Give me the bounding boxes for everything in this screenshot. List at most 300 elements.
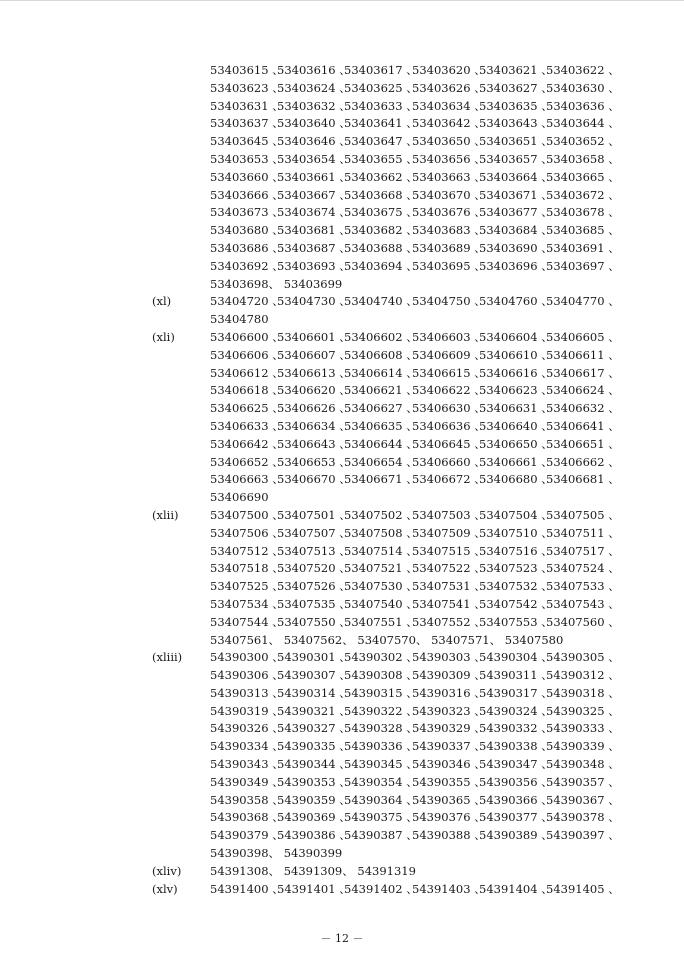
code-item: 53406606 、 — [210, 347, 284, 362]
code-item: 53406635 、 — [344, 418, 418, 433]
code-item: 53406642 、 — [210, 436, 284, 451]
code-item: 53403630 、 — [546, 80, 620, 95]
code-item: 53403687 、 — [277, 240, 351, 255]
code-item: 53406608 、 — [344, 347, 418, 362]
code-item: 53403651 、 — [479, 134, 553, 149]
code-row — [0, 151, 684, 169]
section-label: (xliv) — [152, 863, 182, 878]
code-item: 53403641 、 — [344, 116, 418, 131]
code-item: 54390349 、 — [210, 774, 284, 789]
code-item: 53403658 、 — [546, 151, 620, 166]
code-item: 54390300 、 — [210, 650, 284, 665]
code-item: 53403640 、 — [277, 116, 351, 131]
code-item: 53403635 、 — [479, 98, 553, 113]
code-item: 53406681 、 — [546, 472, 620, 487]
code-item: 54390348 、 — [546, 757, 620, 772]
code-item: 53406618 、 — [210, 383, 284, 398]
code-section — [0, 62, 684, 293]
code-item: 54390345 、 — [344, 757, 418, 772]
code-item: 54390301 、 — [277, 650, 351, 665]
code-item: 53407544 、 — [210, 614, 284, 629]
code-item: 53403660 、 — [210, 169, 284, 184]
code-row — [0, 293, 684, 311]
code-item: 53403620 、 — [412, 63, 486, 77]
code-section — [0, 863, 684, 881]
code-item: 53403667 、 — [277, 187, 351, 202]
code-section — [0, 293, 684, 329]
code-item: 53406630 、 — [412, 401, 486, 416]
code-row — [0, 471, 684, 489]
code-tail: 53403698、 53403699 — [210, 276, 343, 291]
code-item: 54391400 、 — [210, 881, 284, 896]
code-item: 53403674 、 — [277, 205, 351, 220]
code-item: 53406662 、 — [546, 454, 620, 469]
code-item: 54390333 、 — [546, 721, 620, 736]
code-item: 53407512 、 — [210, 543, 284, 558]
code-item: 53407532 、 — [479, 579, 553, 594]
code-item: 54390303 、 — [412, 650, 486, 665]
code-item: 53403678 、 — [546, 205, 620, 220]
section-label: (xlv) — [152, 881, 178, 896]
code-item: 53406633 、 — [210, 418, 284, 433]
code-row — [0, 204, 684, 222]
code-item: 53406609 、 — [412, 347, 486, 362]
code-item: 53407515 、 — [412, 543, 486, 558]
code-item: 54390325 、 — [546, 703, 620, 718]
code-item: 53403671 、 — [479, 187, 553, 202]
code-item: 54390369 、 — [277, 810, 351, 825]
code-list — [0, 62, 684, 898]
code-item: 54390302 、 — [344, 650, 418, 665]
code-row — [0, 703, 684, 721]
code-item: 54390314 、 — [277, 685, 351, 700]
code-item: 53407509 、 — [412, 525, 486, 540]
code-item: 53406670 、 — [277, 472, 351, 487]
code-item: 53403653 、 — [210, 151, 284, 166]
code-item: 53406612 、 — [210, 365, 284, 380]
code-tail: 53404780 — [210, 312, 269, 327]
code-row — [0, 329, 684, 347]
code-item: 53403642 、 — [412, 116, 486, 131]
code-item: 54390378 、 — [546, 810, 620, 825]
code-item: 53407542 、 — [479, 596, 553, 611]
code-item: 54390319 、 — [210, 703, 284, 718]
code-item: 53403661 、 — [277, 169, 351, 184]
code-item: 53403664 、 — [479, 169, 553, 184]
code-row — [0, 382, 684, 400]
code-item: 54390353 、 — [277, 774, 351, 789]
code-item: 53403616 、 — [277, 63, 351, 77]
code-item: 53406605 、 — [546, 329, 620, 344]
code-item: 54390344 、 — [277, 757, 351, 772]
code-row — [0, 418, 684, 436]
section-label: (xl) — [152, 294, 172, 309]
code-item: 53406640 、 — [479, 418, 553, 433]
code-item: 53406641 、 — [546, 418, 620, 433]
code-row — [0, 827, 684, 845]
code-item: 54390337 、 — [412, 739, 486, 754]
code-item: 53406622 、 — [412, 383, 486, 398]
code-item: 53407507 、 — [277, 525, 351, 540]
code-section — [0, 881, 684, 899]
code-item: 53406625 、 — [210, 401, 284, 416]
code-item: 54390339 、 — [546, 739, 620, 754]
code-item: 53404750 、 — [412, 294, 486, 309]
code-item: 54390367 、 — [546, 792, 620, 807]
code-item: 54390379 、 — [210, 828, 284, 843]
code-item: 54390355 、 — [412, 774, 486, 789]
code-item: 53407508 、 — [344, 525, 418, 540]
code-item: 53403633 、 — [344, 98, 418, 113]
code-item: 54390328 、 — [344, 721, 418, 736]
code-row — [0, 720, 684, 738]
code-item: 54390397 、 — [546, 828, 620, 843]
code-row — [0, 578, 684, 596]
code-item: 53407550 、 — [277, 614, 351, 629]
code-item: 53403692 、 — [210, 258, 284, 273]
code-item: 53403688 、 — [344, 240, 418, 255]
code-row — [0, 667, 684, 685]
code-item: 54390354 、 — [344, 774, 418, 789]
code-item: 53407531 、 — [412, 579, 486, 594]
code-item: 53403682 、 — [344, 223, 418, 238]
code-item: 54390304 、 — [479, 650, 553, 665]
code-item: 53406643 、 — [277, 436, 351, 451]
code-section — [0, 329, 684, 507]
code-item: 54390359 、 — [277, 792, 351, 807]
code-item: 53406620 、 — [277, 383, 351, 398]
code-row — [0, 809, 684, 827]
code-tail: 54390398、 54390399 — [210, 846, 343, 861]
code-item: 54390332 、 — [479, 721, 553, 736]
code-item: 53407553 、 — [479, 614, 553, 629]
code-row — [0, 98, 684, 116]
code-item: 53406663 、 — [210, 472, 284, 487]
code-item: 53403676 、 — [412, 205, 486, 220]
code-row — [0, 62, 684, 80]
code-item: 54390347 、 — [479, 757, 553, 772]
code-item: 53403665 、 — [546, 169, 620, 184]
code-item: 53407510 、 — [479, 525, 553, 540]
code-item: 53403654 、 — [277, 151, 351, 166]
code-item: 53406672 、 — [412, 472, 486, 487]
code-item: 53406611 、 — [546, 347, 620, 362]
code-item: 54391404 、 — [479, 881, 553, 896]
code-item: 54390356 、 — [479, 774, 553, 789]
code-item: 53407524 、 — [546, 561, 620, 576]
code-item: 54390323 、 — [412, 703, 486, 718]
code-item: 53403686 、 — [210, 240, 284, 255]
code-item: 54390308 、 — [344, 668, 418, 683]
code-row — [0, 222, 684, 240]
code-item: 53403697 、 — [546, 258, 620, 273]
code-item: 53403684 、 — [479, 223, 553, 238]
code-row — [0, 560, 684, 578]
code-item: 53407521 、 — [344, 561, 418, 576]
code-item: 53407560 、 — [546, 614, 620, 629]
code-row — [0, 115, 684, 133]
code-item: 54390336 、 — [344, 739, 418, 754]
code-item: 53403615 、 — [210, 63, 284, 77]
code-item: 54390309 、 — [412, 668, 486, 683]
code-item: 53406651 、 — [546, 436, 620, 451]
code-item: 53404770 、 — [546, 294, 620, 309]
code-row — [0, 400, 684, 418]
code-item: 54390387 、 — [344, 828, 418, 843]
code-item: 54390321 、 — [277, 703, 351, 718]
code-row — [0, 756, 684, 774]
code-item: 53406616 、 — [479, 365, 553, 380]
code-item: 53403637 、 — [210, 116, 284, 131]
section-label: (xlii) — [152, 507, 179, 522]
code-item: 53406601 、 — [277, 329, 351, 344]
code-item: 54390375 、 — [344, 810, 418, 825]
code-item: 53407523 、 — [479, 561, 553, 576]
code-item: 54390357 、 — [546, 774, 620, 789]
code-item: 54390377 、 — [479, 810, 553, 825]
code-row — [0, 685, 684, 703]
code-item: 53404760 、 — [479, 294, 553, 309]
code-row-last — [0, 632, 684, 650]
code-item: 54390386 、 — [277, 828, 351, 843]
code-item: 53407514 、 — [344, 543, 418, 558]
code-item: 53403668 、 — [344, 187, 418, 202]
code-row — [0, 614, 684, 632]
code-item: 53406604 、 — [479, 329, 553, 344]
code-row-last — [0, 845, 684, 863]
code-item: 53407518 、 — [210, 561, 284, 576]
code-item: 53406600 、 — [210, 329, 284, 344]
code-item: 53407500 、 — [210, 507, 284, 522]
code-item: 54390324 、 — [479, 703, 553, 718]
code-item: 53407506 、 — [210, 525, 284, 540]
section-label: (xliii) — [152, 650, 183, 665]
code-tail: 53406690 — [210, 490, 269, 505]
code-item: 53403690 、 — [479, 240, 553, 255]
code-item: 53406631 、 — [479, 401, 553, 416]
code-item: 54390366 、 — [479, 792, 553, 807]
code-item: 53407501 、 — [277, 507, 351, 522]
code-row — [0, 347, 684, 365]
code-item: 53403673 、 — [210, 205, 284, 220]
code-item: 53403644 、 — [546, 116, 620, 131]
code-item: 54390311 、 — [479, 668, 553, 683]
code-item: 53406650 、 — [479, 436, 553, 451]
code-row — [0, 738, 684, 756]
code-item: 54390307 、 — [277, 668, 351, 683]
code-item: 53403685 、 — [546, 223, 620, 238]
code-item: 53403677 、 — [479, 205, 553, 220]
code-item: 53403621 、 — [479, 63, 553, 77]
code-row — [0, 436, 684, 454]
code-item: 53407511 、 — [546, 525, 620, 540]
code-item: 53407552 、 — [412, 614, 486, 629]
code-row — [0, 507, 684, 525]
code-item: 54390343 、 — [210, 757, 284, 772]
code-item: 53406644 、 — [344, 436, 418, 451]
code-row — [0, 365, 684, 383]
code-item: 53403636 、 — [546, 98, 620, 113]
code-item: 53406607 、 — [277, 347, 351, 362]
code-item: 53403623 、 — [210, 80, 284, 95]
code-item: 54391403 、 — [412, 881, 486, 896]
code-row — [0, 543, 684, 561]
code-item: 53403634 、 — [412, 98, 486, 113]
code-item: 54391401 、 — [277, 881, 351, 896]
code-item: 54390334 、 — [210, 739, 284, 754]
code-item: 53406645 、 — [412, 436, 486, 451]
code-row — [0, 454, 684, 472]
code-item: 53406623 、 — [479, 383, 553, 398]
code-item: 54390305 、 — [546, 650, 620, 665]
code-item: 53407534 、 — [210, 596, 284, 611]
code-item: 53406653 、 — [277, 454, 351, 469]
code-item: 54390315 、 — [344, 685, 418, 700]
code-row — [0, 792, 684, 810]
code-item: 53403696 、 — [479, 258, 553, 273]
code-item: 53403695 、 — [412, 258, 486, 273]
code-row — [0, 80, 684, 98]
code-item: 53403627 、 — [479, 80, 553, 95]
code-item: 53403632 、 — [277, 98, 351, 113]
code-item: 53406613 、 — [277, 365, 351, 380]
code-row — [0, 649, 684, 667]
code-item: 53403625 、 — [344, 80, 418, 95]
code-item: 53407504 、 — [479, 507, 553, 522]
code-item: 53407513 、 — [277, 543, 351, 558]
code-item: 53404730 、 — [277, 294, 351, 309]
code-item: 54390318 、 — [546, 685, 620, 700]
code-item: 54391405 、 — [546, 881, 620, 896]
code-item: 53403689 、 — [412, 240, 486, 255]
code-item: 54390327 、 — [277, 721, 351, 736]
code-item: 53406636 、 — [412, 418, 486, 433]
code-row — [0, 240, 684, 258]
code-item: 54390376 、 — [412, 810, 486, 825]
code-item: 53403643 、 — [479, 116, 553, 131]
code-item: 54390316 、 — [412, 685, 486, 700]
code-item: 53406680 、 — [479, 472, 553, 487]
code-row — [0, 881, 684, 899]
code-item: 53407503 、 — [412, 507, 486, 522]
code-item: 53403691 、 — [546, 240, 620, 255]
code-item: 53406624 、 — [546, 383, 620, 398]
code-item: 53403680 、 — [210, 223, 284, 238]
code-section — [0, 649, 684, 863]
code-item: 53406634 、 — [277, 418, 351, 433]
code-item: 54390326 、 — [210, 721, 284, 736]
code-item: 53403617 、 — [344, 63, 418, 77]
code-item: 53404720 、 — [210, 294, 284, 309]
code-row — [0, 258, 684, 276]
code-row-last — [0, 863, 684, 881]
code-item: 53406602 、 — [344, 329, 418, 344]
code-item: 54390322 、 — [344, 703, 418, 718]
code-item: 53403672 、 — [546, 187, 620, 202]
code-item: 53407530 、 — [344, 579, 418, 594]
code-item: 53403693 、 — [277, 258, 351, 273]
code-item: 53407505 、 — [546, 507, 620, 522]
code-item: 53403655 、 — [344, 151, 418, 166]
code-item: 53403647 、 — [344, 134, 418, 149]
code-row-last — [0, 489, 684, 507]
code-item: 54390338 、 — [479, 739, 553, 754]
code-item: 53407533 、 — [546, 579, 620, 594]
code-item: 54390312 、 — [546, 668, 620, 683]
code-item: 53407520 、 — [277, 561, 351, 576]
code-item: 53403681 、 — [277, 223, 351, 238]
code-item: 53406671 、 — [344, 472, 418, 487]
code-item: 53403683 、 — [412, 223, 486, 238]
code-item: 53406652 、 — [210, 454, 284, 469]
code-item: 53407526 、 — [277, 579, 351, 594]
code-item: 53403670 、 — [412, 187, 486, 202]
code-row — [0, 133, 684, 151]
page-number: － 12 － — [320, 932, 364, 945]
code-item: 54390365 、 — [412, 792, 486, 807]
code-item: 53403662 、 — [344, 169, 418, 184]
code-row-last — [0, 276, 684, 294]
code-item: 53403652 、 — [546, 134, 620, 149]
code-tail: 53407561、 53407562、 53407570、 53407571、 53407580 — [210, 632, 564, 647]
code-item: 53407543 、 — [546, 596, 620, 611]
code-item: 53403624 、 — [277, 80, 351, 95]
code-item: 54390335 、 — [277, 739, 351, 754]
code-item: 54390389 、 — [479, 828, 553, 843]
code-item: 54390306 、 — [210, 668, 284, 683]
code-item: 54390388 、 — [412, 828, 486, 843]
code-row — [0, 596, 684, 614]
code-item: 53406660 、 — [412, 454, 486, 469]
code-item: 53403626 、 — [412, 80, 486, 95]
code-item: 53406603 、 — [412, 329, 486, 344]
code-item: 53403666 、 — [210, 187, 284, 202]
code-item: 54390368 、 — [210, 810, 284, 825]
code-tail: 54391308、 54391309、 54391319 — [210, 863, 416, 878]
section-label: (xli) — [152, 329, 175, 344]
code-item: 53403631 、 — [210, 98, 284, 113]
code-item: 53407517 、 — [546, 543, 620, 558]
code-item: 53403646 、 — [277, 134, 351, 149]
code-item: 54390358 、 — [210, 792, 284, 807]
code-row — [0, 169, 684, 187]
code-item: 53407516 、 — [479, 543, 553, 558]
code-item: 53406627 、 — [344, 401, 418, 416]
code-item: 53406626 、 — [277, 401, 351, 416]
code-item: 53403622 、 — [546, 63, 620, 77]
code-item: 53406617 、 — [546, 365, 620, 380]
code-item: 53406615 、 — [412, 365, 486, 380]
code-item: 53403694 、 — [344, 258, 418, 273]
code-section — [0, 507, 684, 649]
code-item: 54390329 、 — [412, 721, 486, 736]
code-row — [0, 187, 684, 205]
code-item: 54391402 、 — [344, 881, 418, 896]
code-item: 54390364 、 — [344, 792, 418, 807]
code-item: 54390317 、 — [479, 685, 553, 700]
code-item: 54390346 、 — [412, 757, 486, 772]
code-row-last — [0, 311, 684, 329]
code-item: 53403645 、 — [210, 134, 284, 149]
code-item: 53403675 、 — [344, 205, 418, 220]
code-item: 53403657 、 — [479, 151, 553, 166]
code-item: 54390313 、 — [210, 685, 284, 700]
code-item: 53406661 、 — [479, 454, 553, 469]
code-item: 53407535 、 — [277, 596, 351, 611]
code-item: 53406632 、 — [546, 401, 620, 416]
code-item: 53403656 、 — [412, 151, 486, 166]
code-item: 53404740 、 — [344, 294, 418, 309]
